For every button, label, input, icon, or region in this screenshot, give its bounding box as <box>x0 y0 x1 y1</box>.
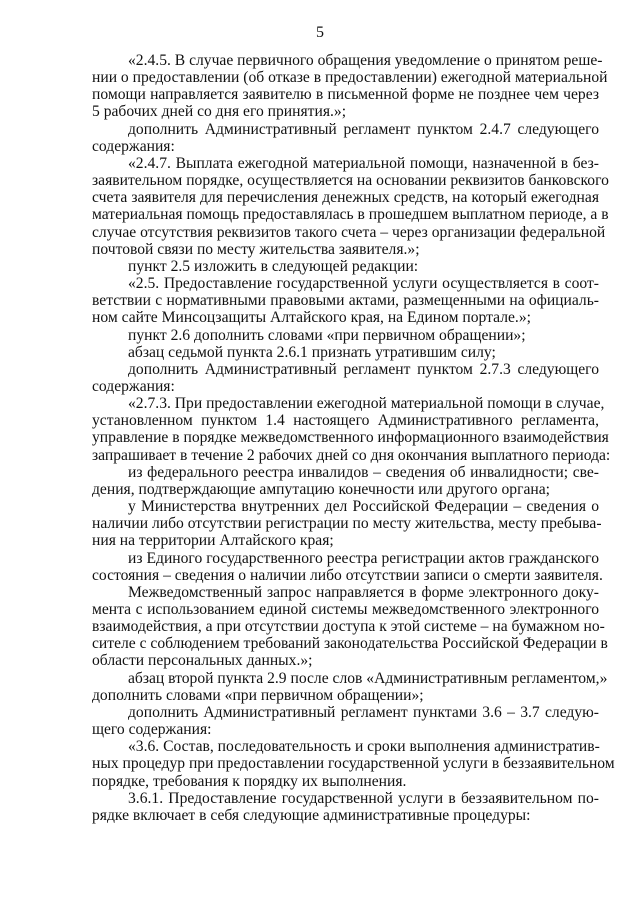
paragraph <box>92 464 599 498</box>
paragraph <box>92 121 599 155</box>
text-line: ветствии с нормативными правовыми актами, размещенными на официаль- <box>92 292 599 310</box>
paragraph <box>92 395 611 464</box>
text-line: пункт 2.5 изложить в следующей редакции: <box>128 257 419 275</box>
paragraph <box>92 583 608 670</box>
text-line: взаимодействия, а при отсутствии доступа к этой системе – на бумажном но- <box>92 618 605 636</box>
paragraph <box>92 258 599 275</box>
text-line: у Министерства внутренних дел Российской Федерации – сведения о <box>128 498 599 516</box>
text-line: ном сайте Минсоцзащиты Алтайского края, на Едином портале.»; <box>92 309 531 327</box>
text-line: дополнить словами «при первичном обращении»; <box>92 686 424 704</box>
paragraph <box>92 669 608 704</box>
text-line: случае отсутствия реквизитов такого счета – через организации федеральной <box>92 223 606 241</box>
text-line: «2.4.7. Выплата ежегодной материальной помощи, назначенной в без- <box>128 154 599 172</box>
text-line: содержания: <box>92 137 175 155</box>
text-line: 5 рабочих дней со дня его принятия.»; <box>92 103 347 121</box>
text-line: состояния – сведения о наличии либо отсутствии записи о смерти заявителя. <box>92 566 603 584</box>
text-line: запрашивает в течение 2 рабочих дней со дня окончания выплатного периода: <box>92 446 611 464</box>
text-line: дополнить Административный регламент пунктами 3.6 – 3.7 следую- <box>128 703 599 721</box>
text-line: «2.7.3. При предоставлении ежегодной материальной помощи в случае, <box>128 395 605 413</box>
text-line: порядке, требования к порядку их выполнения. <box>92 772 407 790</box>
text-line: «3.6. Состав, последовательность и сроки выполнения административ- <box>128 738 600 756</box>
paragraph <box>92 549 603 584</box>
text-line: области персональных данных.»; <box>92 652 313 670</box>
text-line: почтовой связи по месту жительства заявителя.»; <box>92 240 420 258</box>
paragraph <box>92 790 599 824</box>
text-line: щего содержания: <box>92 721 212 739</box>
document-body <box>92 52 615 824</box>
text-line: ния на территории Алтайского края; <box>92 532 334 550</box>
paragraph <box>92 52 608 121</box>
text-line: установленном пунктом 1.4 настоящего Административного регламента, <box>92 412 599 430</box>
paragraph <box>92 344 599 361</box>
text-line: абзац второй пункта 2.9 после слов «Административным регламентом,» <box>128 669 608 687</box>
page-number: 5 <box>316 24 324 41</box>
text-line: дополнить Административный регламент пунктом 2.7.3 следующего <box>128 360 599 378</box>
text-line: наличии либо отсутствии регистрации по месту жительства, месту пребыва- <box>92 515 602 533</box>
text-line: дополнить Административный регламент пунктом 2.4.7 следующего <box>128 120 599 138</box>
text-line: дения, подтверждающие ампутацию конечности или другого органа; <box>92 480 551 498</box>
text-line: Межведомственный запрос направляется в форме электронного доку- <box>128 583 599 601</box>
text-line: из Единого государственного реестра регистрации актов гражданского <box>128 549 599 567</box>
paragraph <box>92 704 599 738</box>
text-line: содержания: <box>92 377 175 395</box>
text-line: «2.5. Предоставление государственной услуги осуществляется в соот- <box>128 275 599 293</box>
text-line: ных процедур при предоставлении государственной услуги в беззаявительном <box>92 755 615 773</box>
text-line: нии о предоставлении (об отказе в предоставлении) ежегодной материальной <box>92 69 608 87</box>
text-line: помощи направляется заявителю в письменной форме не позднее чем через <box>92 86 599 104</box>
text-line: материальная помощь предоставлялась в прошедшем выплатном периоде, а в <box>92 206 609 224</box>
paragraph <box>92 738 615 790</box>
paragraph <box>92 154 609 258</box>
text-line: счета заявителя для перечисления денежных средств, на который ежегодная <box>92 189 599 207</box>
text-line: из федерального реестра инвалидов – сведения об инвалидности; све- <box>128 463 599 481</box>
text-line: управление в порядке межведомственного информационного взаимодействия <box>92 429 609 447</box>
paragraph <box>92 498 602 550</box>
paragraph <box>92 275 599 326</box>
paragraph <box>92 361 599 395</box>
paragraph <box>92 327 599 344</box>
text-line: рядке включает в себя следующие административные процедуры: <box>92 806 531 824</box>
text-line: 3.6.1. Предоставление государственной услуги в беззаявительном по- <box>128 789 599 807</box>
text-line: пункт 2.6 дополнить словами «при первичном обращении»; <box>128 326 526 344</box>
text-line: заявительном порядке, осуществляется на основании реквизитов банковского <box>92 172 609 190</box>
text-line: мента с использованием единой системы межведомственного электронного <box>92 601 599 618</box>
text-line: «2.4.5. В случае первичного обращения уведомление о принятом реше- <box>128 52 603 69</box>
text-line: абзац седьмой пункта 2.6.1 признать утратившим силу; <box>128 343 496 361</box>
text-line: сителе с соблюдением требований законодательства Российской Федерации в <box>92 635 608 653</box>
